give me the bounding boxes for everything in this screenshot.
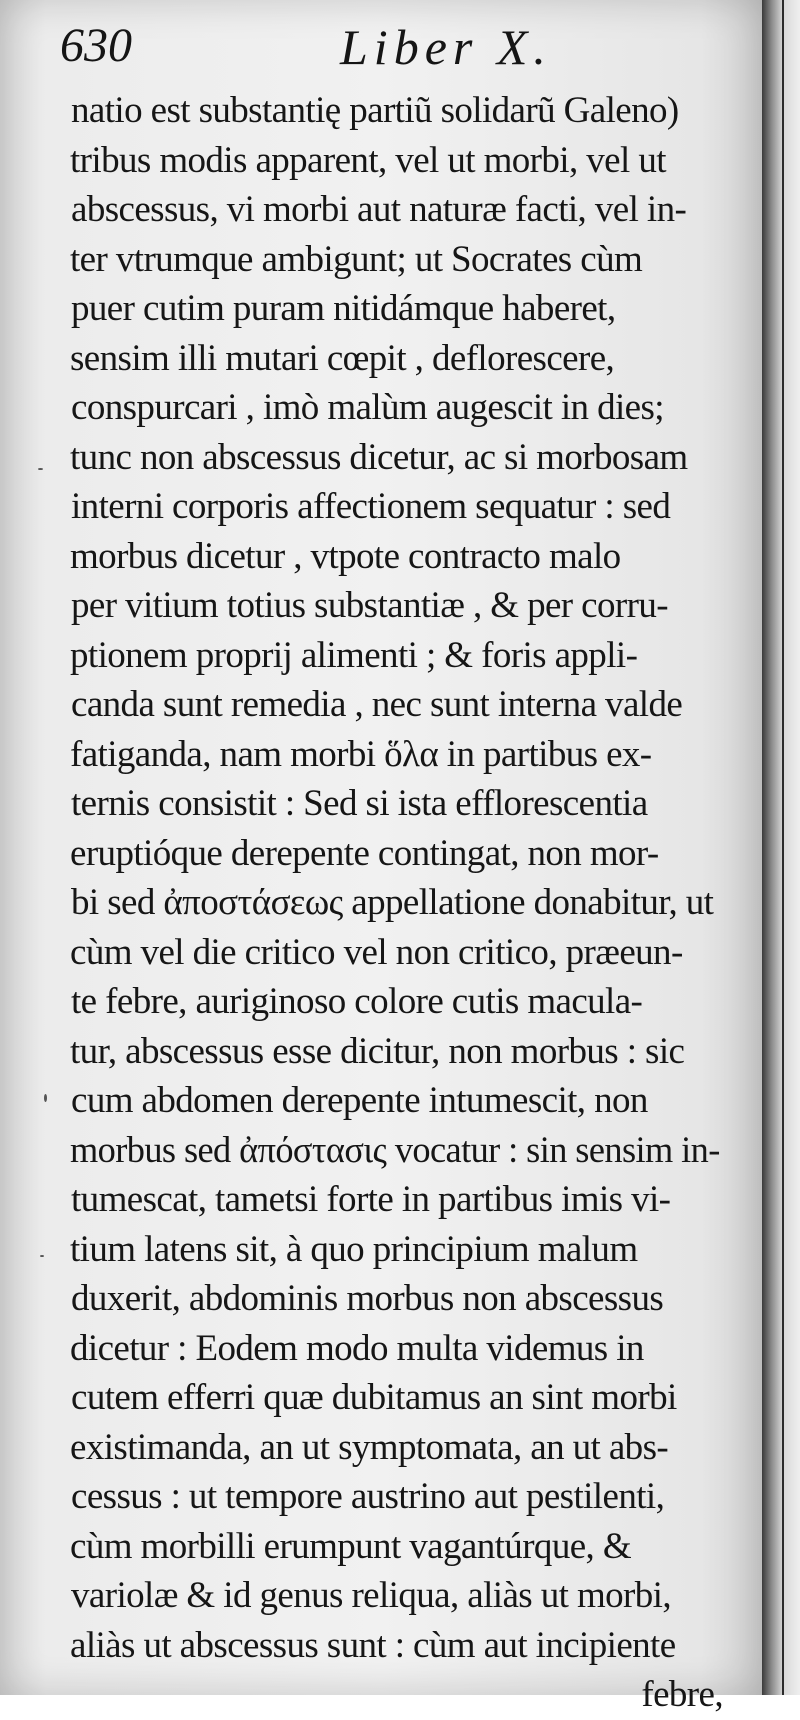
text-line: per vitium totius substantiæ , & per corru- bbox=[71, 585, 668, 626]
text-line: interni corporis affectionem sequatur : sed bbox=[71, 486, 671, 527]
text-line: cessus : ut tempore austrino aut pestilenti, bbox=[71, 1476, 665, 1517]
running-head: Liber X. bbox=[340, 19, 552, 75]
text-line: febre, bbox=[641, 1674, 723, 1715]
text-line: natio est substantię partiũ solidarũ Galeno) bbox=[71, 90, 679, 131]
text-line: aliàs ut abscessus sunt : cùm aut incipiente bbox=[70, 1624, 676, 1666]
text-line: sensim illi mutari cœpit , deflorescere, bbox=[70, 337, 615, 379]
text-line: duxerit, abdominis morbus non abscessus bbox=[71, 1278, 664, 1319]
text-line: tunc non abscessus dicetur, ac si morbosam bbox=[70, 436, 688, 478]
text-line: tumescat, tametsi forte in partibus imis vi- bbox=[71, 1179, 671, 1220]
text-line: ter vtrumque ambigunt; ut Socrates cùm bbox=[70, 238, 643, 280]
text-line: existimanda, an ut symptomata, an ut abs- bbox=[70, 1426, 669, 1468]
page-header bbox=[60, 18, 700, 78]
text-line: ternis consistit : Sed si ista efflorescentia bbox=[71, 783, 648, 824]
ink-speck bbox=[44, 1094, 47, 1102]
text-line: cutem efferri quæ dubitamus an sint morbi bbox=[71, 1377, 677, 1418]
text-line: te febre, auriginoso colore cutis macula- bbox=[71, 981, 643, 1022]
ink-speck bbox=[40, 1255, 44, 1257]
gutter-shadow-line bbox=[782, 0, 784, 1695]
text-line: morbus sed ἀπόστασις vocatur : sin sensim in- bbox=[70, 1129, 720, 1171]
text-line: morbus dicetur , vtpote contracto malo bbox=[70, 535, 621, 577]
text-line: variolæ & id genus reliqua, aliàs ut morbi, bbox=[71, 1575, 672, 1616]
text-line: ptionem proprij alimenti ; & foris appli- bbox=[70, 634, 638, 676]
text-line: dicetur : Eodem modo multa videmus in bbox=[70, 1327, 644, 1369]
page-number: 630 bbox=[60, 19, 132, 72]
ink-speck bbox=[38, 468, 43, 470]
text-line: cum abdomen derepente intumescit, non bbox=[71, 1080, 648, 1121]
text-line: bi sed ἀποστάσεως appellatione donabitur, ut bbox=[71, 882, 714, 923]
text-line: cùm vel die critico vel non critico, præeun- bbox=[70, 931, 683, 973]
text-line: tribus modis apparent, vel ut morbi, vel ut bbox=[70, 139, 666, 181]
text-line: cùm morbilli erumpunt vagantúrque, & bbox=[70, 1525, 632, 1567]
page-gutter bbox=[762, 0, 800, 1695]
text-line: puer cutim puram nitidámque haberet, bbox=[71, 288, 616, 329]
text-line: fatiganda, nam morbi ὅλα in partibus ex- bbox=[70, 733, 652, 775]
body-text bbox=[70, 86, 730, 1720]
text-line: eruptióque derepente contingat, non mor- bbox=[70, 832, 659, 874]
text-line: abscessus, vi morbi aut naturæ facti, vel in- bbox=[71, 189, 687, 230]
text-line: conspurcari , imò malùm augescit in dies; bbox=[71, 387, 664, 428]
text-line: canda sunt remedia , nec sunt interna valde bbox=[71, 684, 683, 725]
text-line: tur, abscessus esse dicitur, non morbus : sic bbox=[70, 1030, 685, 1072]
text-line: tium latens sit, à quo principium malum bbox=[70, 1228, 638, 1270]
